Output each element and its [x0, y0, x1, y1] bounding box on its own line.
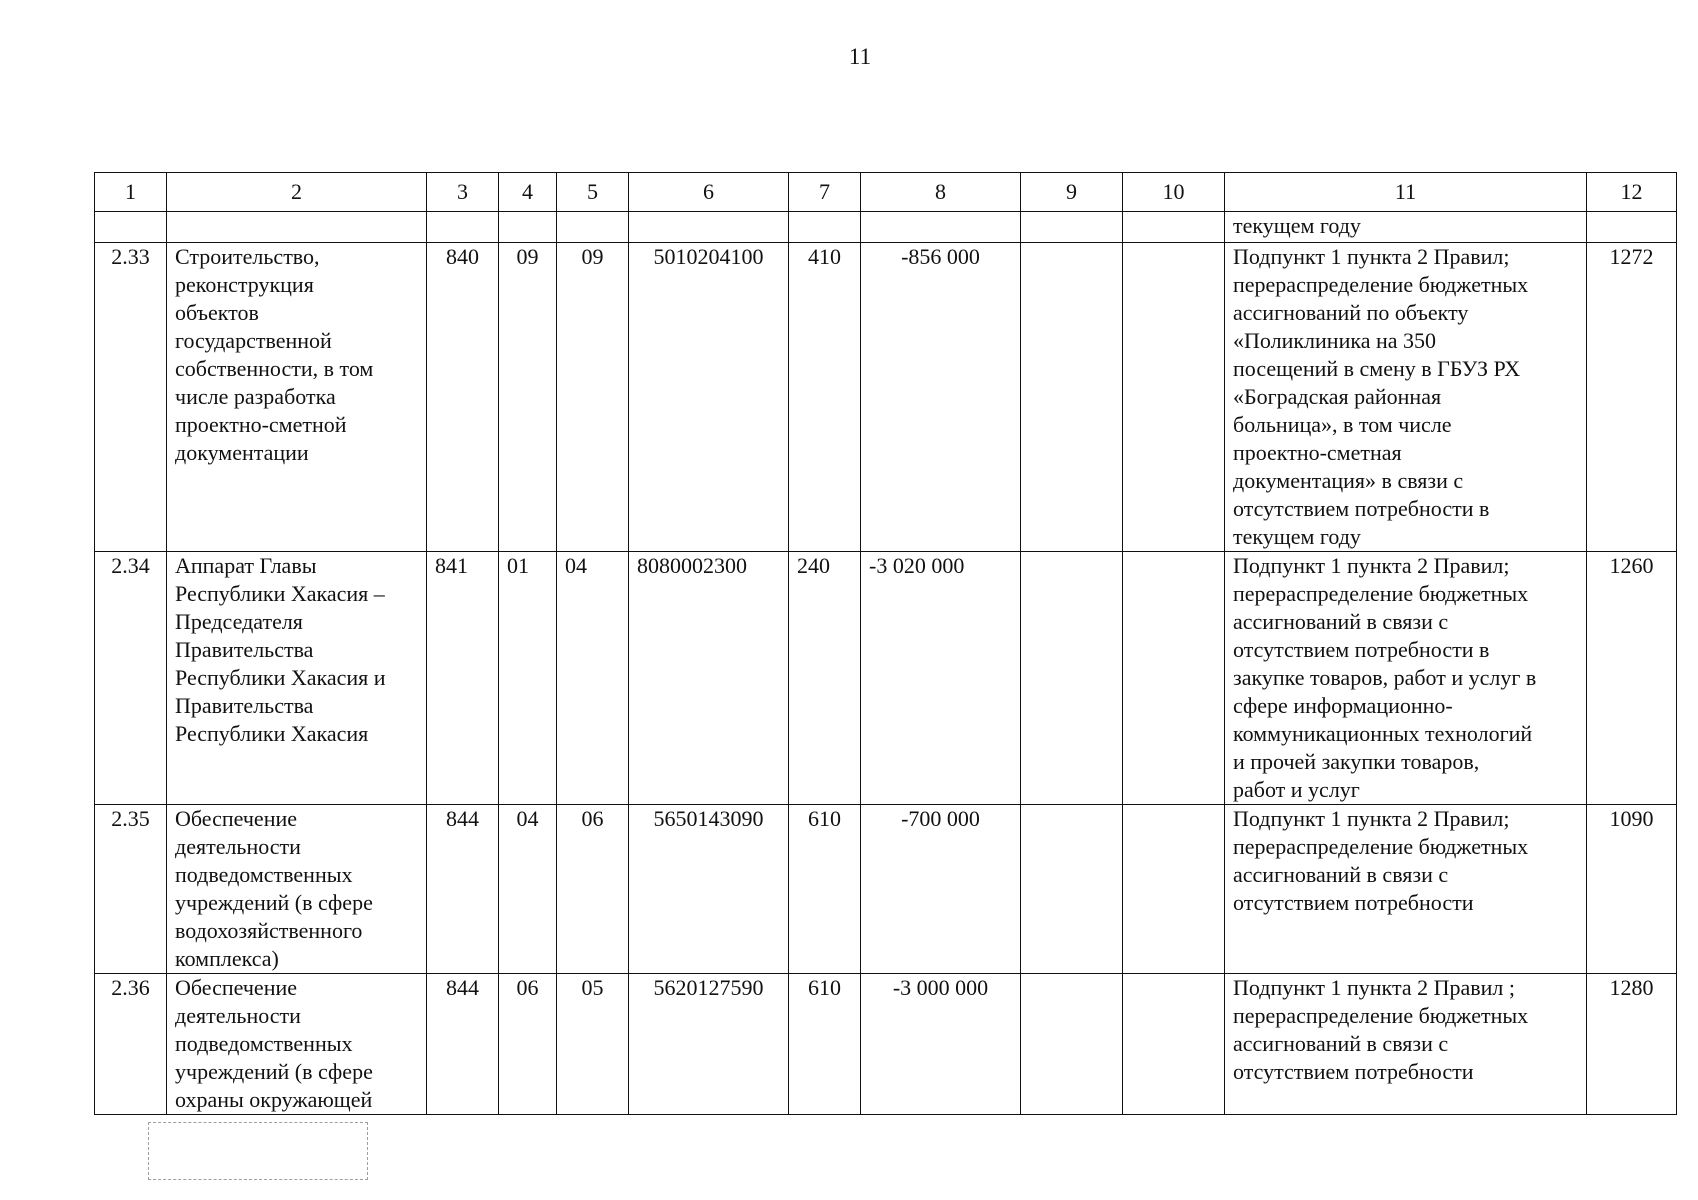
cell-code: 841	[427, 552, 499, 805]
cell-empty	[1123, 243, 1225, 552]
cell-basis: Подпункт 1 пункта 2 Правил; перераспределение бюджетных ассигнований в связи с отсутствием потребности в закупке товаров, работ и услуг в сфере информационно- коммуникационных технологий и прочей закупки товаров, работ и услуг	[1225, 552, 1587, 805]
cell-basis: Подпункт 1 пункта 2 Правил; перераспределение бюджетных ассигнований в связи с отсутствием потребности	[1225, 805, 1587, 974]
cell-code: 610	[789, 974, 861, 1115]
cell-empty	[1021, 552, 1123, 805]
cell-empty	[427, 212, 499, 243]
cell-code: 04	[557, 552, 629, 805]
cell-name: Обеспечение деятельности подведомственных учреждений (в сфере водохозяйственного комплекса)	[167, 805, 427, 974]
cell-empty	[167, 212, 427, 243]
cell-amount: -700 000	[861, 805, 1021, 974]
column-number: 12	[1587, 173, 1677, 212]
cell-empty	[95, 212, 167, 243]
cell-code: 09	[557, 243, 629, 552]
cell-item-number: 2.36	[95, 974, 167, 1115]
budget-table	[94, 172, 1677, 1115]
cell-empty	[629, 212, 789, 243]
table-row	[95, 243, 1677, 552]
cell-code: 1090	[1587, 805, 1677, 974]
cell-code: 5010204100	[629, 243, 789, 552]
cell-amount: -856 000	[861, 243, 1021, 552]
cell-amount: -3 020 000	[861, 552, 1021, 805]
column-number: 2	[167, 173, 427, 212]
cell-empty	[557, 212, 629, 243]
cell-code: 840	[427, 243, 499, 552]
cell-basis: Подпункт 1 пункта 2 Правил ; перераспределение бюджетных ассигнований в связи с отсутствием потребности	[1225, 974, 1587, 1115]
column-number: 5	[557, 173, 629, 212]
cell-code: 8080002300	[629, 552, 789, 805]
column-number: 11	[1225, 173, 1587, 212]
column-number: 9	[1021, 173, 1123, 212]
cell-code: 01	[499, 552, 557, 805]
cell-empty	[499, 212, 557, 243]
cell-empty	[1123, 974, 1225, 1115]
cell-code: 06	[557, 805, 629, 974]
cell-empty	[1123, 805, 1225, 974]
cell-code: 05	[557, 974, 629, 1115]
cell-empty	[1123, 212, 1225, 243]
cell-empty	[861, 212, 1021, 243]
cell-code: 5650143090	[629, 805, 789, 974]
page-number: 11	[848, 44, 872, 69]
cell-code: 1280	[1587, 974, 1677, 1115]
cell-item-number: 2.33	[95, 243, 167, 552]
cell-name: Обеспечение деятельности подведомственных учреждений (в сфере охраны окружающей	[167, 974, 427, 1115]
cell-empty	[789, 212, 861, 243]
continuation-row	[95, 212, 1677, 243]
column-number: 3	[427, 173, 499, 212]
cell-basis: текущем году	[1225, 212, 1587, 243]
cell-code: 06	[499, 974, 557, 1115]
column-numbers-row	[95, 173, 1677, 212]
cell-code: 1260	[1587, 552, 1677, 805]
cell-amount: -3 000 000	[861, 974, 1021, 1115]
cell-empty	[1021, 974, 1123, 1115]
registration-stamp	[148, 1122, 368, 1180]
cell-empty	[1021, 805, 1123, 974]
cell-code: 09	[499, 243, 557, 552]
table-row	[95, 805, 1677, 974]
cell-code: 1272	[1587, 243, 1677, 552]
table-row	[95, 552, 1677, 805]
column-number: 10	[1123, 173, 1225, 212]
cell-code: 844	[427, 974, 499, 1115]
cell-code: 240	[789, 552, 861, 805]
column-number: 1	[95, 173, 167, 212]
cell-empty	[1587, 212, 1677, 243]
cell-item-number: 2.35	[95, 805, 167, 974]
column-number: 6	[629, 173, 789, 212]
table-row	[95, 974, 1677, 1115]
cell-code: 844	[427, 805, 499, 974]
cell-code: 410	[789, 243, 861, 552]
cell-name: Аппарат Главы Республики Хакасия – Председателя Правительства Республики Хакасия и Правительства Республики Хакасия	[167, 552, 427, 805]
cell-basis: Подпункт 1 пункта 2 Правил; перераспределение бюджетных ассигнований по объекту «Поликлиника на 350 посещений в смену в ГБУЗ РХ «Боградская районная больница», в том числе проектно-сметная документация» в связи с отсутствием потребности в текущем году	[1225, 243, 1587, 552]
cell-code: 04	[499, 805, 557, 974]
cell-empty	[1021, 212, 1123, 243]
cell-empty	[1021, 243, 1123, 552]
cell-item-number: 2.34	[95, 552, 167, 805]
cell-code: 610	[789, 805, 861, 974]
cell-name: Строительство, реконструкция объектов государственной собственности, в том числе разработка проектно-сметной документации	[167, 243, 427, 552]
column-number: 4	[499, 173, 557, 212]
cell-empty	[1123, 552, 1225, 805]
cell-code: 5620127590	[629, 974, 789, 1115]
column-number: 7	[789, 173, 861, 212]
column-number: 8	[861, 173, 1021, 212]
